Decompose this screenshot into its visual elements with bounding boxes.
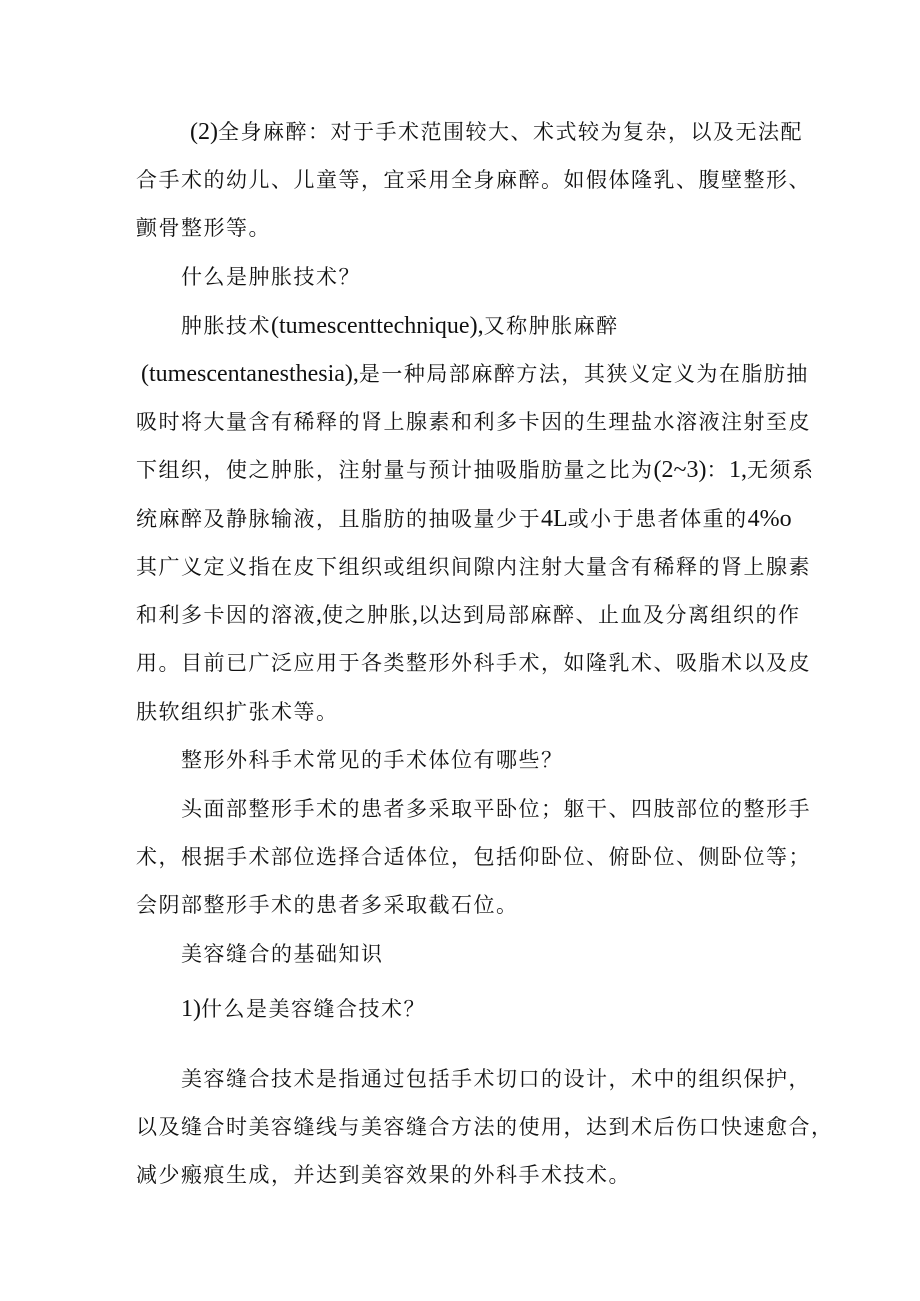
paragraph-suture-line-2: 以及缝合时美容缝线与美容缝合方法的使用，达到术后伤口快速愈合， — [136, 1115, 834, 1139]
question-cosmetic-suture-technique: 1)什么是美容缝合技术？ — [181, 996, 426, 1022]
question-tumescent-technique: 什么是肿胀技术？ — [181, 265, 361, 289]
paragraph-tumescent-line-7: 和利多卡因的溶液,使之肿胀,以达到局部麻醉、止血及分离组织的作 — [136, 602, 801, 628]
paragraph-suture-line-1: 美容缝合技术是指通过包括手术切口的设计，术中的组织保护， — [181, 1067, 811, 1091]
paragraph-tumescent-line-9: 肤软组织扩张术等。 — [136, 700, 339, 724]
paragraph-tumescent-line-1: 肿胀技术(tumescenttechnique),又称肿胀麻醉 — [181, 313, 619, 339]
paragraph-tumescent-line-3: 吸时将大量含有稀释的肾上腺素和利多卡因的生理盐水溶液注射至皮 — [136, 410, 811, 434]
paragraph-general-anesthesia-line-2: 合手术的幼儿、儿童等，宜采用全身麻醉。如假体隆乳、腹壁整形、 — [136, 168, 811, 192]
question-surgical-positions: 整形外科手术常见的手术体位有哪些？ — [181, 748, 564, 772]
paragraph-tumescent-line-8: 用。目前已广泛应用于各类整形外科手术，如隆乳术、吸脂术以及皮 — [136, 651, 811, 675]
paragraph-tumescent-line-5: 统麻醉及静脉输液，且脂肪的抽吸量少于4L或小于患者体重的4%o — [136, 506, 792, 532]
paragraph-suture-line-3: 减少瘢痕生成，并达到美容效果的外科手术技术。 — [136, 1163, 631, 1187]
paragraph-general-anesthesia-line-3: 颤骨整形等。 — [136, 216, 271, 240]
paragraph-general-anesthesia-line-1: (2)全身麻醉：对于手术范围较大、术式较为复杂，以及无法配 — [190, 119, 803, 145]
paragraph-tumescent-line-2: (tumescentanesthesia),是一种局部麻醉方法，其狭义定义为在脂肪抽 — [141, 361, 809, 387]
paragraph-tumescent-line-4: 下组织，使之肿胀，注射量与预计抽吸脂肪量之比为(2~3)：1,无须系 — [136, 457, 815, 483]
paragraph-positions-line-3: 会阴部整形手术的患者多采取截石位。 — [136, 893, 519, 917]
section-heading-cosmetic-suture: 美容缝合的基础知识 — [181, 942, 384, 966]
paragraph-positions-line-1: 头面部整形手术的患者多采取平卧位；躯干、四肢部位的整形手 — [181, 797, 811, 821]
paragraph-tumescent-line-6: 其广义定义指在皮下组织或组织间隙内注射大量含有稀释的肾上腺素 — [136, 555, 811, 579]
paragraph-positions-line-2: 术，根据手术部位选择合适体位，包括仰卧位、俯卧位、侧卧位等； — [136, 845, 811, 869]
